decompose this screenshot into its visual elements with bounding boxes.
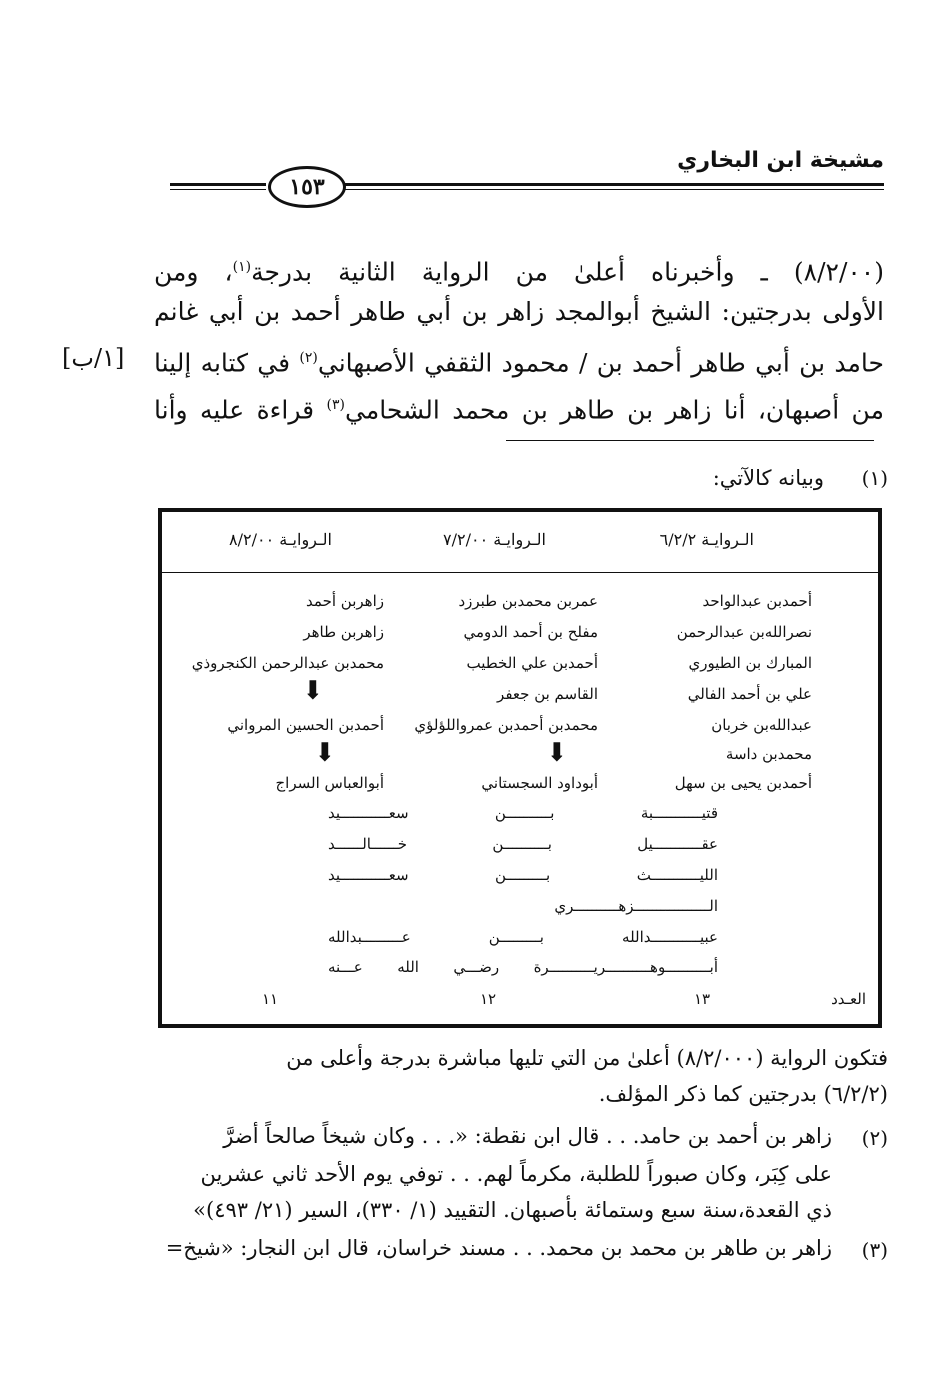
main-line-4-after: قراءة عليه وأنا [154,395,327,425]
shared-narrator: أبــــــــــوهــــــــــريــــــــــرة رضـــي الله عـــنه [328,958,718,976]
main-line-1 [154,252,884,287]
footnote-1-intro: وبيانه كالآتي: [712,466,824,490]
chain-3-narrator: أحمدبن الحسين المرواني [227,716,384,734]
chain-3-narrator: زاهربن أحمد [306,592,384,610]
chain-1-narrator: عبدالله‌بن خربان [711,716,812,734]
chain-2-narrator: محمدبن أحمدبن عمرواللؤلؤي [414,716,598,734]
arrow-down-icon: ⬇ [546,738,568,768]
footnote-2-number: (٢) [861,1126,888,1150]
main-line-3 [154,343,884,378]
chain-2-narrator: مفلح بن أحمد الدومي [463,623,598,641]
column-header-riwaya-3: الـروايـة ٨/٢/٠٠ [229,530,332,549]
shared-narrator: عبيـــــــــــدالله بـــــــــن عـــــــــبدالله [328,928,718,946]
shared-narrator: الليـــــــــــث بـــــــــن سعـــــــــــيد [328,866,718,884]
header-rule-right-thin [344,189,884,190]
main-line-1-after: ، ومن [154,257,233,287]
arrow-down-icon: ⬇ [302,676,324,706]
footnote-3-text: زاهر بن طاهر بن محمد بن محمد. . . مسند خراسان، قال ابن النجار: «شيخ= [165,1236,832,1260]
chain-1-narrator: أحمدبن يحيى بن سهل [674,774,812,792]
table-border-left [158,508,162,1028]
footnote-ref-1: (١) [232,259,252,275]
chain-2-narrator: القاسم بن جعفر [497,685,598,703]
footnote-2-text: زاهر بن أحمد بن حامد. . . قال ابن نقطة: «. . . وكان شيخاً صالحاً أضرَّ [223,1124,832,1148]
chain-3-narrator: زاهربن طاهر [303,623,384,641]
footnote-1-text: فتكون الرواية (٨/٢/٠٠٠) أعلىٰ من التي تليها مباشرة بدرجة وأعلى من [286,1046,888,1070]
page-number: ١٥٣ [268,166,346,208]
chain-1-narrator: علي بن أحمد الفالي [687,685,812,703]
main-line-2-text: الأولى بدرجتين: الشيخ أبوالمجد زاهر بن أبي طاهر أحمد بن أبي غانم [154,297,884,326]
main-line-2 [154,297,884,327]
footnote-2-text: على كِبَر، وكان صبوراً للطلبة، مكرماً لهم. . . توفي يوم الأحد ثاني عشرين [200,1162,832,1186]
table-header-separator [160,572,880,573]
chain-3-narrator: محمدبن عبدالرحمن الكنجروذي [191,654,384,672]
footnote-1-text: (٦/٢/٢) بدرجتين كما ذكر المؤلف. [598,1082,888,1106]
footnote-3-number: (٣) [861,1238,888,1262]
footnote-1-number: (١) [861,466,888,490]
count-riwaya-1: ١٣ [694,990,711,1008]
header-rule-left [170,183,266,186]
chain-2-narrator: أحمدبن علي الخطيب [466,654,598,672]
main-line-4 [154,390,884,425]
table-border-bottom [158,1024,882,1028]
shared-narrator: قتيـــــــــــبة بــــــــــن سعـــــــــــيد [328,804,718,822]
chain-1-narrator: محمدبن داسة [725,745,812,763]
chain-3-narrator: أبوالعباس السراج [275,774,384,792]
main-line-4-text: من أصبهان، أنا زاهر بن طاهر بن محمد الشحامي [345,395,884,425]
main-line-1-text: (٨/٢/٠٠) ـ وأخبرناه أعلىٰ من الرواية الثانية بدرجة [251,257,884,287]
chain-1-narrator: المبارك بن الطيوري [688,654,812,672]
main-line-3-after: في كتابه إلينا [154,348,300,378]
margin-folio-ref: [١/ب] [62,344,125,372]
footnote-ref-3: (٣) [326,397,345,413]
column-header-riwaya-1: الـروايـة ٦/٢/٢ [659,530,754,549]
chain-1-narrator: نصرالله‌بن عبدالرحمن [676,623,812,641]
chain-2-narrator: عمربن محمدبن طبرزد [458,592,598,610]
header-rule-left-thin [170,189,266,190]
shared-narrator: عقـــــــــــيل بــــــــــن خــــــالــــــد [328,835,718,853]
footnote-ref-2: (٢) [299,350,318,366]
shared-narrator: الـــــــــــــــــزهــــــــــري [554,897,718,915]
count-label: العـدد [831,990,866,1008]
chain-2-narrator: أبوداود السجستاني [481,774,598,792]
footnote-2-text: ذي القعدة،سنة سبع وستمائة بأصبهان. التقييد (١/ ٣٣٠)، السير (٢١/ ٤٩٣)» [193,1198,832,1222]
table-border-top [158,508,882,512]
main-line-3-text: حامد بن أبي طاهر أحمد بن / محمود الثقفي الأصبهاني [317,348,884,378]
count-riwaya-2: ١٢ [480,990,497,1008]
count-riwaya-3: ١١ [262,990,279,1008]
footnote-separator [506,440,874,441]
header-rule-right [344,183,884,186]
table-border-right [878,508,882,1028]
chain-1-narrator: أحمدبن عبدالواحد [702,592,812,610]
column-header-riwaya-2: الـروايـة ٧/٢/٠٠ [443,530,546,549]
arrow-down-icon: ⬇ [314,738,336,768]
book-title: مشيخة ابن البخاري [677,148,884,173]
